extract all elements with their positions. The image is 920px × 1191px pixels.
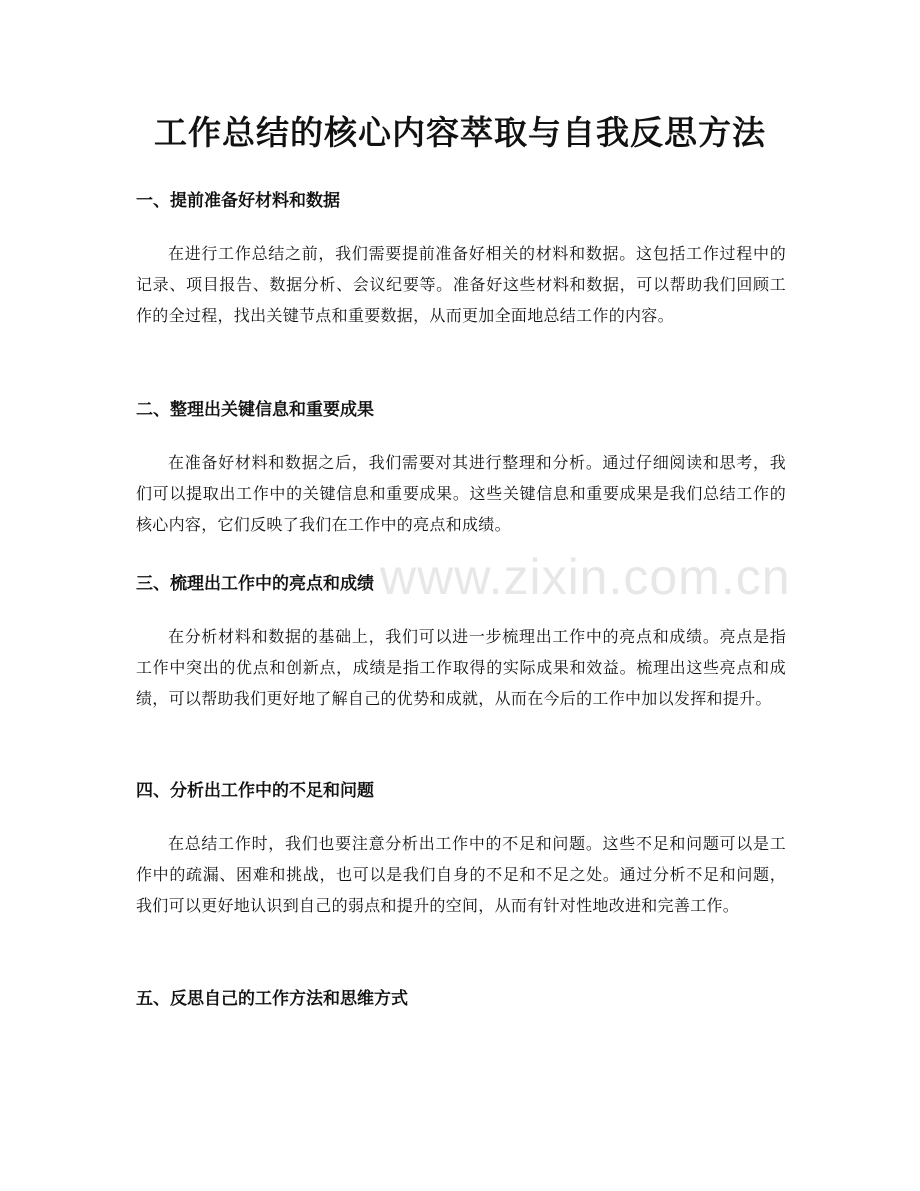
- document-title: 工作总结的核心内容萃取与自我反思方法: [154, 113, 766, 152]
- section-4: [136, 777, 786, 921]
- section-heading: 三、梳理出工作中的亮点和成绩: [136, 574, 374, 594]
- section-5: [136, 985, 786, 1013]
- section-paragraph: 在准备好材料和数据之后，我们需要对其进行整理和分析。通过仔细阅读和思考，我们可以提取出工作中的关键信息和重要成果。这些关键信息和重要成果是我们总结工作的核心内容，它们反映了我们在工作中的亮点和成绩。: [136, 453, 786, 534]
- section-heading: 二、整理出关键信息和重要成果: [136, 400, 374, 420]
- section-heading: 五、反思自己的工作方法和思维方式: [136, 989, 408, 1009]
- section-1: [136, 187, 786, 331]
- section-paragraph: 在分析材料和数据的基础上，我们可以进一步梳理出工作中的亮点和成绩。亮点是指工作中突出的优点和创新点，成绩是指工作取得的实际成果和效益。梳理出这些亮点和成绩，可以帮助我们更好地了解自己的优势和成就，从而在今后的工作中加以发挥和提升。: [136, 627, 786, 708]
- section-paragraph: 在进行工作总结之前，我们需要提前准备好相关的材料和数据。这包括工作过程中的记录、项目报告、数据分析、会议纪要等。准备好这些材料和数据，可以帮助我们回顾工作的全过程，找出关键节点和重要数据，从而更加全面地总结工作的内容。: [136, 244, 786, 325]
- section-heading: 一、提前准备好材料和数据: [136, 191, 340, 211]
- section-2: [136, 396, 786, 540]
- section-3: [136, 570, 786, 714]
- watermark: www.zixin.com.cn: [380, 549, 791, 605]
- section-paragraph: 在总结工作时，我们也要注意分析出工作中的不足和问题。这些不足和问题可以是工作中的疏漏、困难和挑战，也可以是我们自身的不足和不足之处。通过分析不足和问题，我们可以更好地认识到自己的弱点和提升的空间，从而有针对性地改进和完善工作。: [136, 834, 786, 915]
- section-heading: 四、分析出工作中的不足和问题: [136, 781, 374, 801]
